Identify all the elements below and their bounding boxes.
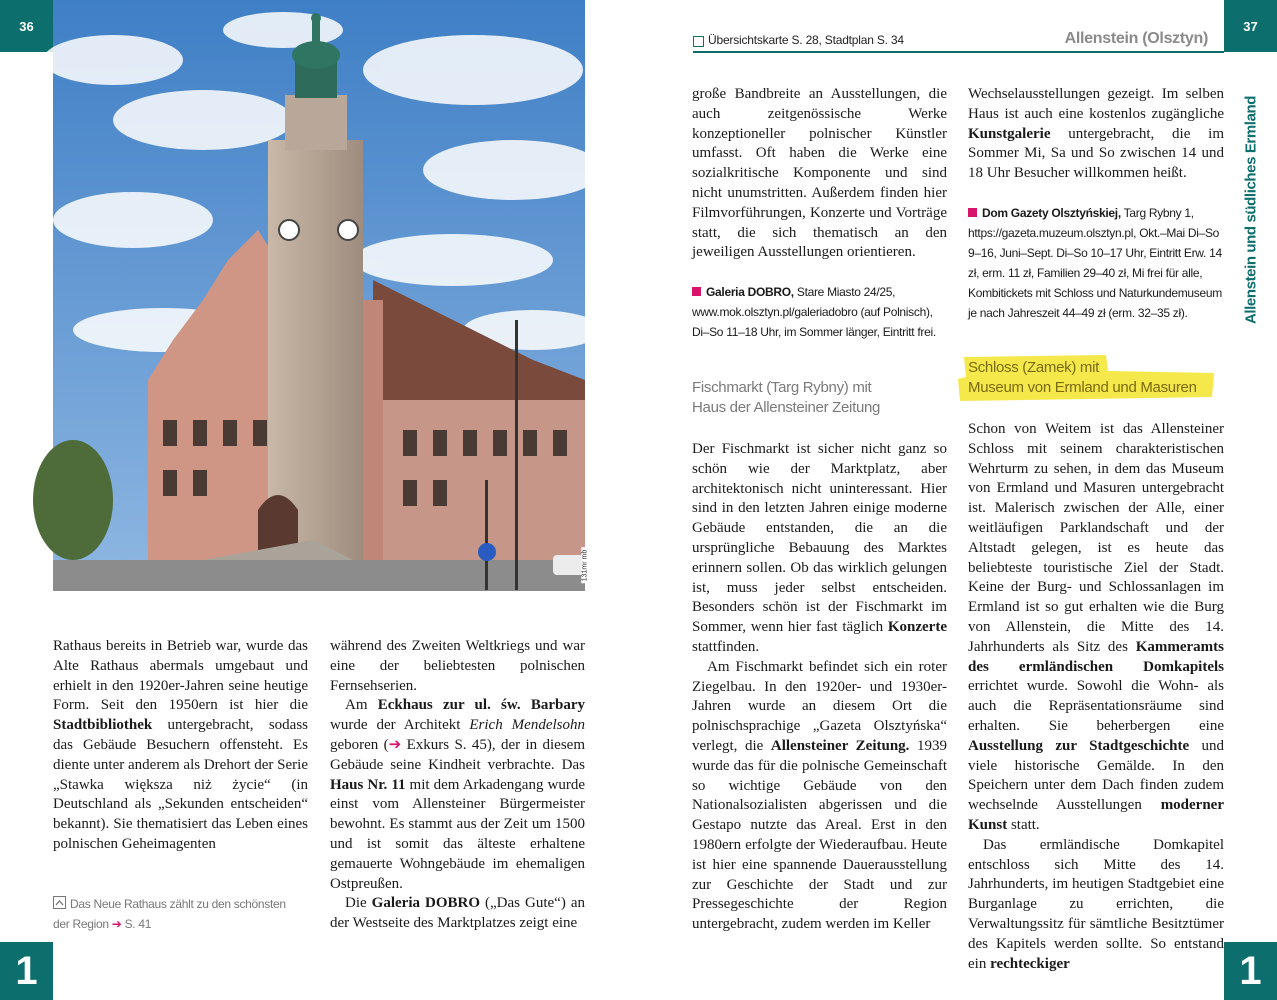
chapter-number-right: 1 [1224,942,1277,1000]
arrow-ref-icon: ➔ [388,736,402,753]
map-box-icon [693,36,704,47]
left-column-1: Rathaus bereits in Betrieb war, wurde das Alte Rathaus abermals umgebaut und erhielt in den 1920er-Jahren seine heutige Form. Seit den 1950ern ist hier die Stadtbibliothek untergebracht, sodass das Gebäude Besuchern offensteht. Es diente unter anderem als Drehort der Serie „Stawka większa niż życie“ (in Deutschland als „Sekunden entscheiden“ bekannt). Sie thematisiert das Leben eines polnischen Geheimagenten [53,638,308,852]
right-column-1: große Bandbreite an Ausstellungen, die auch zeitgenössische Werke konzeptioneller polnischer Künstler umfasst. Oft haben die Werke eine sozialkritische Komponente und sind nicht unumstritten. Außerdem finden hier Filmvorführungen, Konzerte und Vorträge statt, die sich thematisch an den jeweiligen Ausstellungen orientieren. [692,86,947,261]
info-dom-gazety: Dom Gazety Olsztyńskiej, Targ Rybny 1, https://gazeta.muzeum.olsztyn.pl, Okt.–Mai Di–So 9–16, Juni–Sept. Di–So 10–17 Uhr, Eintritt Erw. 14 zł, erm. 11 zł, Familien 29–40 zł, Mi frei für alle, Kombitickets mit Schloss und Naturkundemuseum je nach Jahreszeit 44–49 zł (erm. 32–35 zł). [968,206,1222,320]
arrow-ref-icon: ➔ [111,917,122,931]
right-column-2: Wechselausstellungen gezeigt. Im selben Haus ist auch eine kostenlos zugängliche Kunstgalerie untergebracht, die im Sommer Mi, Sa und So zwischen 14 und 18 Uhr Besucher willkommen heißt. [968,86,1224,182]
header-title: Allenstein (Olsztyn) [1064,30,1208,47]
photo-credit: 131mr mb [581,549,589,582]
left-column-2: während des Zweiten Weltkriegs und war eine der beliebtesten polnischen Fernsehserien. Am Eckhaus zur ul. św. Barbary wurde der Architekt Erich Mendelsohn geboren (➔ Exkurs S. 45), der in diesem Gebäude seine Kindheit verbrachte. Das Haus Nr. 11 mit dem Arkadengang wurde einst vom Allensteiner Bürgermeister bewohnt. Es stammt aus der Zeit um 1500 und ist somit das älteste erhaltene gemauerte Wohngebäude im ehemaligen Ostpreußen. Die Galeria DOBRO („Das Gute“) an der Westseite des Marktplatzes zeigt eine [330,638,585,932]
header-map-ref: Übersichtskarte S. 28, Stadtplan S. 34 [708,33,904,47]
heading-schloss: Schloss (Zamek) mit Museum von Ermland und Masuren [968,359,1197,396]
photo-caption: Das Neue Rathaus zählt zu den schönsten der Region ➔ S. 41 [53,897,286,931]
info-galeria-dobro: Galeria DOBRO, Stare Miasto 24/25, www.mok.olsztyn.pl/galeriadobro (auf Polnisch), Di–So 11–18 Uhr, im Sommer länger, Eintritt frei. [692,285,936,339]
page-number-right: 37 [1224,0,1277,52]
heading-fischmarkt: Fischmarkt (Targ Rybny) mit Haus der Allensteiner Zeitung [692,379,881,416]
running-header [693,30,1208,50]
photo-caption-icon [53,896,66,909]
right-column-2-body: Schon von Weitem ist das Allensteiner Schloss mit seinem charakteristischen Wehrturm zu sehen, in dem das Museum von Ermland und Masuren untergebracht ist. Malerisch zwischen der Alle, einer weitläufigen Parklandschaft und der Altstadt gelegen, ist es heute das beliebteste touristische Ziel der Stadt. Keine der Burg- und Schlossanlagen im Ermland ist so gut erhalten wie die Burg von Allenstein, die Mitte des 14. Jahrhunderts als Sitz des Kammeramts des ermländischen Domkapitels errichtet wurde. Sowohl die Wohn- als auch die Repräsentationsräume sind erhalten. Sie beherbergen eine Ausstellung zur Stadtgeschichte und viele historische Gemälde. In den Speichern unter dem Dach finden zudem wechselnde Ausstellungen moderner Kunst statt. Das ermländische Domkapitel entschloss sich Mitte des 14. Jahrhunderts, im heutigen Stadtgebiet eine Burganlage zu errichten, die Verwaltungssitz für sämtliche Besitztümer des Kapitels werden sollte. So entstand ein rechteckiger [968,421,1225,972]
header-rule [693,51,1224,53]
right-column-1-body: Der Fischmarkt ist sicher nicht ganz so schön wie der Marktplatz, aber architektonisch nicht uninteressant. Hier sind in den letzten Jahren einige moderne Gebäude entstanden, die an die ursprüngliche Bebauung des Marktes erinnern sollen. Ob das wirklich gelungen ist, muss jeder selbst entscheiden. Besonders schön ist der Fischmarkt im Sommer, wenn hier fast täglich Konzerte stattfinden. Am Fischmarkt befindet sich ein roter Ziegelbau. In den 1920er- und 1930er-Jahren wurde an diesem Ort die polnischsprachige „Gazeta Olsztyńska“ verlegt, die Allensteiner Zeitung. 1939 wurde das für die polnische Gemeinschaft so wichtige Gebäude von den Nationalsozialisten abgerissen und die Gestapo nutzte das Areal. Erst in den 1980ern erfolgte der Wiederaufbau. Heute ist hier eine spannende Dauerausstellung zur Geschichte der Stadt und zur Pressegeschichte der Region untergebracht, zudem werden im Keller [692,441,947,933]
info-bullet-icon [692,287,701,296]
info-bullet-icon [968,208,977,217]
page-number-left: 36 [0,0,53,52]
side-tab: Allenstein und südliches Ermland [1242,95,1260,325]
chapter-number-left: 1 [0,942,53,1000]
town-hall-photo [53,0,589,591]
